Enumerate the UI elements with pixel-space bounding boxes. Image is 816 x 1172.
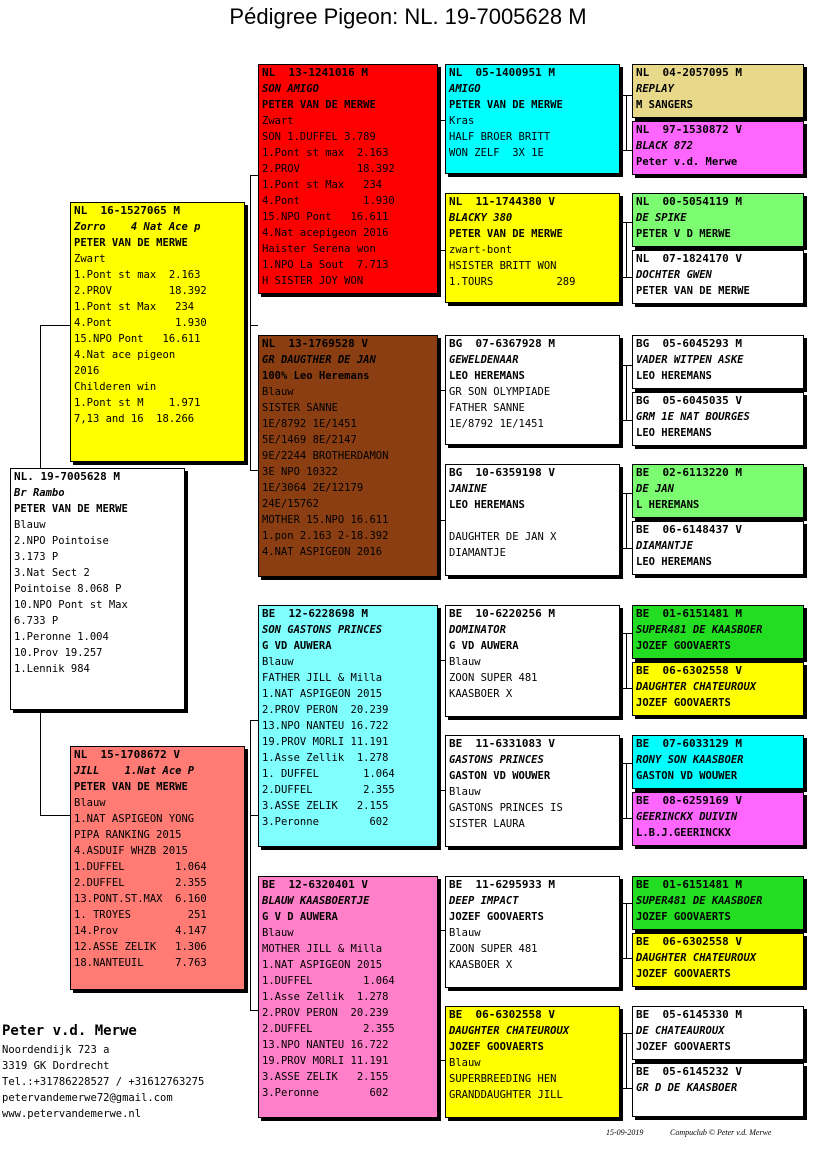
owner-name: JOZEF GOOVAERTS — [449, 1041, 544, 1053]
pigeon-card-mother — [70, 746, 245, 990]
breeder-street: Noordendijk 723 a — [2, 1044, 110, 1056]
detail-line: GRANDDAUGHTER JILL — [449, 1089, 563, 1101]
owner-name: PETER VAN DE MERWE — [14, 503, 128, 515]
detail-line: 19.PROV MORLI 11.191 — [262, 736, 389, 748]
connector-line — [622, 277, 632, 278]
connector-line — [622, 1033, 632, 1034]
detail-line: zwart-bont — [449, 244, 513, 256]
pigeon-card-g12 — [632, 792, 804, 846]
pigeon-name: DEEP IMPACT — [449, 895, 519, 907]
ring-number: BE 06-6148437 V — [636, 523, 742, 536]
detail-line: Blauw — [262, 927, 294, 939]
pigeon-card-g4 — [632, 250, 804, 304]
owner-name: GASTON VD WOUWER — [449, 770, 551, 782]
pigeon-name: DAUGHTER CHATEUROUX — [636, 681, 757, 693]
detail-line: 5E/1469 8E/2147 — [262, 434, 357, 446]
pigeon-card-fmf — [445, 335, 620, 445]
connector-line — [622, 688, 632, 689]
connector-line — [250, 470, 258, 471]
detail-line: 4.Pont 1.930 — [74, 317, 207, 329]
owner-name: LEO HEREMANS — [449, 499, 525, 511]
pigeon-card-g15 — [632, 1006, 804, 1060]
detail-line: Blauw — [262, 386, 294, 398]
breeder-city: 3319 GK Dordrecht — [2, 1060, 110, 1072]
owner-name: G VD AUWERA — [449, 640, 519, 652]
connector-line — [250, 325, 258, 326]
detail-line: GASTONS PRINCES IS — [449, 802, 563, 814]
pigeon-card-father — [70, 202, 245, 462]
owner-name: LEO HEREMANS — [449, 370, 525, 382]
detail-line: 13.NPO NANTEU 16.722 — [262, 720, 389, 732]
owner-name: PETER VAN DE MERWE — [262, 99, 376, 111]
detail-line: Blauw — [14, 519, 46, 531]
pigeon-card-g7 — [632, 464, 804, 518]
detail-line: FATHER JILL & Milla — [262, 672, 383, 684]
connector-line — [626, 365, 627, 420]
detail-line: 2.PROV PERON 20.239 — [262, 1007, 389, 1019]
detail-line — [449, 513, 616, 529]
ring-number: BG 10-6359198 V — [449, 466, 555, 479]
detail-line: 1.DUFFEL 1.064 — [74, 861, 207, 873]
detail-line: Blauw — [449, 927, 481, 939]
connector-line — [40, 815, 70, 816]
detail-line: 1.Pont st max 2.163 — [74, 269, 201, 281]
pigeon-name: JANINE — [449, 483, 487, 495]
connector-line — [438, 1060, 445, 1061]
ring-number: BE 05-6145330 M — [636, 1008, 742, 1021]
detail-line: 15.NPO Pont 16.611 — [74, 333, 201, 345]
detail-line: 2.PROV 18.392 — [262, 163, 395, 175]
connector-line — [622, 95, 632, 96]
pigeon-name: GASTONS PRINCES — [449, 754, 544, 766]
pigeon-name: GR D DE KAASBOER — [636, 1082, 738, 1094]
detail-line: 1.Asse Zellik 1.278 — [262, 991, 389, 1003]
detail-line: H SISTER JOY WON — [262, 275, 364, 287]
connector-line — [626, 903, 627, 958]
detail-line: 6.733 P — [14, 615, 59, 627]
connector-line — [626, 633, 627, 688]
detail-line: 4.Pont 1.930 — [262, 195, 395, 207]
ring-number: NL 13-1241016 M — [262, 66, 368, 79]
detail-line: Blauw — [262, 656, 294, 668]
detail-line: KAASBOER X — [449, 688, 513, 700]
pigeon-name: DE JAN — [636, 483, 674, 495]
connector-line — [622, 365, 632, 366]
connector-line — [622, 958, 632, 959]
detail-line: 15.NPO Pont 16.611 — [262, 211, 389, 223]
ring-number: BE 11-6295933 M — [449, 878, 555, 891]
connector-line — [250, 720, 258, 721]
detail-line: ZOON SUPER 481 — [449, 943, 538, 955]
connector-line — [440, 660, 441, 790]
detail-line: 13.PONT.ST.MAX 6.160 — [74, 893, 207, 905]
detail-line: 1.Peronne 1.004 — [14, 631, 109, 643]
detail-line: SISTER SANNE — [262, 402, 338, 414]
detail-line: 2016 — [74, 365, 100, 377]
pigeon-card-g10 — [632, 662, 804, 716]
detail-line: 1.NAT ASPIGEON 2015 — [262, 959, 383, 971]
detail-line: Blauw — [449, 656, 481, 668]
ring-number: NL 04-2057095 M — [636, 66, 742, 79]
detail-line: 2.NPO Pointoise — [14, 535, 109, 547]
ring-number: BG 05-6045035 V — [636, 394, 742, 407]
ring-number: NL 16-1527065 M — [74, 204, 180, 217]
pigeon-name: RONY SON KAASBOER — [636, 754, 744, 766]
ring-number: NL 07-1824170 V — [636, 252, 742, 265]
owner-name: LEO HEREMANS — [636, 556, 712, 568]
detail-line: Kras — [449, 115, 475, 127]
ring-number: BG 07-6367928 M — [449, 337, 555, 350]
detail-line: 3.ASSE ZELIK 2.155 — [262, 800, 389, 812]
ring-number: BE 06-6302558 V — [449, 1008, 555, 1021]
ring-number: BE 06-6302558 V — [636, 664, 742, 677]
pigeon-name: DE SPIKE — [636, 212, 687, 224]
detail-line: PIPA RANKING 2015 — [74, 829, 182, 841]
detail-line: 9E/2244 BROTHERDAMON — [262, 450, 389, 462]
detail-line: Haister Serena won — [262, 243, 376, 255]
connector-line — [622, 150, 632, 151]
pigeon-name: SUPER481 DE KAASBOER — [636, 624, 763, 636]
connector-line — [438, 520, 445, 521]
detail-line: 4.NAT ASPIGEON 2016 — [262, 546, 383, 558]
detail-line: Childeren win — [74, 381, 157, 393]
pigeon-card-g11 — [632, 735, 804, 789]
detail-line: 1.Lennik 984 — [14, 663, 90, 675]
owner-name: Peter v.d. Merwe — [636, 156, 738, 168]
detail-line: HALF BROER BRITT — [449, 131, 551, 143]
detail-line: 3.Peronne 602 — [262, 816, 389, 828]
detail-line: 2.DUFFEL 2.355 — [74, 877, 207, 889]
pigeon-name: Zorro 4 Nat Ace p — [74, 221, 201, 233]
pigeon-card-fff — [445, 64, 620, 174]
pigeon-name: AMIGO — [449, 83, 481, 95]
breeder-email[interactable]: petervandemerwe72@gmail.com — [2, 1092, 173, 1104]
ring-number: BE 06-6302558 V — [636, 935, 742, 948]
pigeon-card-fmm — [445, 464, 620, 576]
ring-number: BE 10-6220256 M — [449, 607, 555, 620]
detail-line: KAASBOER X — [449, 959, 513, 971]
pigeon-card-ffm — [445, 193, 620, 303]
detail-line: 3.Peronne 602 — [262, 1087, 389, 1099]
breeder-name: Peter v.d. Merwe — [2, 1023, 137, 1039]
pigeon-name: BLAUW KAASBOERTJE — [262, 895, 370, 907]
pigeon-card-ff — [258, 64, 438, 294]
detail-line: 1E/8792 1E/1451 — [449, 418, 544, 430]
connector-line — [622, 1088, 632, 1089]
ring-number: BG 05-6045293 M — [636, 337, 742, 350]
detail-line: 1.pon 2.163 2-18.392 — [262, 530, 389, 542]
detail-line: 24E/15762 — [262, 498, 319, 510]
connector-line — [40, 325, 41, 468]
ring-number: BE 12-6228698 M — [262, 607, 368, 620]
owner-name: LEO HEREMANS — [636, 427, 712, 439]
connector-line — [40, 710, 41, 816]
pigeon-card-g6 — [632, 392, 804, 446]
owner-name: JOZEF GOOVAERTS — [449, 911, 544, 923]
owner-name: LEO HEREMANS — [636, 370, 712, 382]
detail-line: Blauw — [74, 797, 106, 809]
detail-line: Blauw — [449, 786, 481, 798]
pigeon-name: Br Rambo — [14, 487, 65, 499]
detail-line: 2.PROV 18.392 — [74, 285, 207, 297]
pigeon-name: BLACKY 380 — [449, 212, 513, 224]
connector-line — [622, 633, 632, 634]
pigeon-name: GEERINCKX DUIVIN — [636, 811, 738, 823]
connector-line — [626, 493, 627, 548]
detail-line: MOTHER 15.NPO 16.611 — [262, 514, 389, 526]
detail-line: 7,13 and 16 18.266 — [74, 413, 195, 425]
owner-name: PETER VAN DE MERWE — [449, 99, 563, 111]
pigeon-name: GRM 1E NAT BOURGES — [636, 411, 750, 423]
pigeon-name: GR DAUGTHER DE JAN — [262, 354, 376, 366]
connector-line — [40, 325, 70, 326]
connector-line — [622, 903, 632, 904]
owner-name: JOZEF GOOVAERTS — [636, 911, 731, 923]
owner-name: PETER VAN DE MERWE — [636, 285, 750, 297]
detail-line: MOTHER JILL & Milla — [262, 943, 383, 955]
ring-number: BE 07-6033129 M — [636, 737, 742, 750]
detail-line: 10.NPO Pont st Max — [14, 599, 128, 611]
detail-line: SISTER LAURA — [449, 818, 525, 830]
detail-line: 3.173 P — [14, 551, 59, 563]
detail-line: 1E/3064 2E/12179 — [262, 482, 364, 494]
detail-line: 1.DUFFEL 1.064 — [262, 975, 395, 987]
detail-line: 2.PROV PERON 20.239 — [262, 704, 389, 716]
pigeon-card-mf — [258, 605, 438, 847]
detail-line: DIAMANTJE — [449, 547, 506, 559]
owner-name: M SANGERS — [636, 99, 693, 111]
connector-line — [438, 790, 445, 791]
ring-number: BE 11-6331083 V — [449, 737, 555, 750]
ring-number: BE 08-6259169 V — [636, 794, 742, 807]
pigeon-card-g14 — [632, 933, 804, 987]
detail-line: GR SON OLYMPIADE — [449, 386, 551, 398]
pigeon-name: SON AMIGO — [262, 83, 319, 95]
detail-line: 3E NPO 10322 — [262, 466, 338, 478]
ring-number: NL 97-1530872 V — [636, 123, 742, 136]
owner-name: PETER VAN DE MERWE — [449, 228, 563, 240]
pigeon-card-g1 — [632, 64, 804, 118]
connector-line — [622, 493, 632, 494]
ring-number: NL 05-1400951 M — [449, 66, 555, 79]
owner-name: PETER VAN DE MERWE — [74, 237, 188, 249]
pigeon-card-g16 — [632, 1063, 804, 1117]
pigeon-card-mfm — [445, 735, 620, 847]
connector-line — [250, 815, 258, 816]
owner-name: JOZEF GOOVAERTS — [636, 640, 731, 652]
detail-line: SON 1.DUFFEL 3.789 — [262, 131, 376, 143]
ring-number: NL 15-1708672 V — [74, 748, 180, 761]
pigeon-card-mm — [258, 876, 438, 1118]
detail-line: 1.NAT ASPIGEON YONG — [74, 813, 195, 825]
pigeon-name: SON GASTONS PRINCES — [262, 624, 383, 636]
pigeon-name: DOCHTER GWEN — [636, 269, 712, 281]
pigeon-card-mff — [445, 605, 620, 717]
owner-name: JOZEF GOOVAERTS — [636, 697, 731, 709]
connector-line — [622, 420, 632, 421]
ring-number: NL. 19-7005628 M — [14, 470, 120, 483]
detail-line: 4.ASDUIF WHZB 2015 — [74, 845, 188, 857]
ring-number: NL 00-5054119 M — [636, 195, 742, 208]
pigeon-card-g8 — [632, 521, 804, 575]
detail-line: 19.PROV MORLI 11.191 — [262, 1055, 389, 1067]
pigeon-name: SUPER481 DE KAASBOER — [636, 895, 763, 907]
connector-line — [250, 720, 251, 1010]
connector-line — [622, 818, 632, 819]
pigeon-card-g3 — [632, 193, 804, 247]
connector-line — [250, 1010, 258, 1011]
owner-name: GASTON VD WOUWER — [636, 770, 738, 782]
detail-line: Blauw — [449, 1057, 481, 1069]
detail-line: 2.DUFFEL 2.355 — [262, 784, 395, 796]
owner-name: PETER V D MERWE — [636, 228, 731, 240]
detail-line: 1. DUFFEL 1.064 — [262, 768, 395, 780]
breeder-tel: Tel.:+31786228527 / +31612763275 — [2, 1076, 205, 1088]
ring-number: NL 11-1744380 V — [449, 195, 555, 208]
detail-line: 1.Pont st Max 234 — [74, 301, 195, 313]
detail-line: 18.NANTEUIL 7.763 — [74, 957, 207, 969]
owner-name: L.B.J.GEERINCKX — [636, 827, 731, 839]
pigeon-name: DOMINATOR — [449, 624, 506, 636]
pigeon-card-subject — [10, 468, 185, 710]
breeder-web[interactable]: www.petervandemerwe.nl — [2, 1108, 142, 1120]
ring-number: BE 02-6113220 M — [636, 466, 742, 479]
pigeon-name: DE CHATEAUROUX — [636, 1025, 725, 1037]
detail-line: 1.TOURS 289 — [449, 276, 576, 288]
detail-line: 3.ASSE ZELIK 2.155 — [262, 1071, 389, 1083]
connector-line — [440, 930, 441, 1060]
connector-line — [250, 175, 251, 470]
detail-line: 1.Asse Zellik 1.278 — [262, 752, 389, 764]
detail-line: 1.Pont st Max 234 — [262, 179, 383, 191]
ring-number: BE 12-6320401 V — [262, 878, 368, 891]
pigeon-name: REPLAY — [636, 83, 674, 95]
detail-line: 4.Nat ace pigeon — [74, 349, 176, 361]
detail-line: ZOON SUPER 481 — [449, 672, 538, 684]
pigeon-name: VADER WITPEN ASKE — [636, 354, 744, 366]
detail-line: Zwart — [74, 253, 106, 265]
connector-line — [626, 95, 627, 150]
ring-number: BE 05-6145232 V — [636, 1065, 742, 1078]
connector-line — [440, 390, 441, 520]
connector-line — [438, 250, 445, 251]
detail-line: 1. TROYES 251 — [74, 909, 207, 921]
pigeon-name: DAUGHTER CHATEUROUX — [636, 952, 757, 964]
owner-name: L HEREMANS — [636, 499, 700, 511]
pigeon-card-mmm — [445, 1006, 620, 1118]
owner-name: PETER VAN DE MERWE — [74, 781, 188, 793]
detail-line: 14.Prov 4.147 — [74, 925, 207, 937]
detail-line: 10.Prov 19.257 — [14, 647, 103, 659]
detail-line: 1.Pont st max 2.163 — [262, 147, 389, 159]
page-title: Pédigree Pigeon: NL. 19-7005628 M — [229, 4, 587, 29]
pigeon-card-fm — [258, 335, 438, 577]
detail-line: 1.Pont st M 1.971 — [74, 397, 201, 409]
pigeon-name: GEWELDENAAR — [449, 354, 519, 366]
footer-date: 15-09-2019 — [606, 1128, 644, 1137]
detail-line: 1.NAT ASPIGEON 2015 — [262, 688, 383, 700]
ring-number: BE 01-6151481 M — [636, 878, 742, 891]
pigeon-name: BLACK 872 — [636, 140, 693, 152]
pigeon-name: DAUGHTER CHATEUROUX — [449, 1025, 570, 1037]
detail-line: 3.Nat Sect 2 — [14, 567, 90, 579]
pigeon-card-g5 — [632, 335, 804, 389]
detail-line: 1E/8792 1E/1451 — [262, 418, 357, 430]
connector-line — [622, 222, 632, 223]
detail-line: Zwart — [262, 115, 294, 127]
pigeon-name: JILL 1.Nat Ace P — [74, 765, 195, 777]
connector-line — [626, 763, 627, 818]
breeder-address — [2, 1020, 204, 1122]
owner-name: 100% Leo Heremans — [262, 370, 370, 382]
connector-line — [250, 175, 258, 176]
detail-line: 4.Nat acepigeon 2016 — [262, 227, 389, 239]
detail-line: WON ZELF 3X 1E — [449, 147, 544, 159]
footer-credit: Compuclub © Peter v.d. Merwe — [670, 1128, 772, 1137]
detail-line: FATHER SANNE — [449, 402, 525, 414]
connector-line — [440, 120, 441, 250]
pigeon-name: DIAMANTJE — [636, 540, 693, 552]
connector-line — [626, 222, 627, 277]
detail-line: Pointoise 8.068 P — [14, 583, 122, 595]
detail-line: 1.NPO La Sout 7.713 — [262, 259, 389, 271]
detail-line: SUPERBREEDING HEN — [449, 1073, 557, 1085]
detail-line: 12.ASSE ZELIK 1.306 — [74, 941, 207, 953]
detail-line: 2.DUFFEL 2.355 — [262, 1023, 395, 1035]
ring-number: BE 01-6151481 M — [636, 607, 742, 620]
owner-name: G VD AUWERA — [262, 640, 332, 652]
pigeon-card-g2 — [632, 121, 804, 175]
detail-line: 13.NPO NANTEU 16.722 — [262, 1039, 389, 1051]
pigeon-card-g9 — [632, 605, 804, 659]
owner-name: JOZEF GOOVAERTS — [636, 968, 731, 980]
connector-line — [622, 763, 632, 764]
detail-line: DAUGHTER DE JAN X — [449, 531, 557, 543]
connector-line — [626, 1033, 627, 1088]
owner-name: JOZEF GOOVAERTS — [636, 1041, 731, 1053]
pigeon-card-g13 — [632, 876, 804, 930]
owner-name: G V D AUWERA — [262, 911, 338, 923]
ring-number: NL 13-1769528 V — [262, 337, 368, 350]
pigeon-card-mmf — [445, 876, 620, 988]
detail-line: HSISTER BRITT WON — [449, 260, 557, 272]
connector-line — [622, 548, 632, 549]
